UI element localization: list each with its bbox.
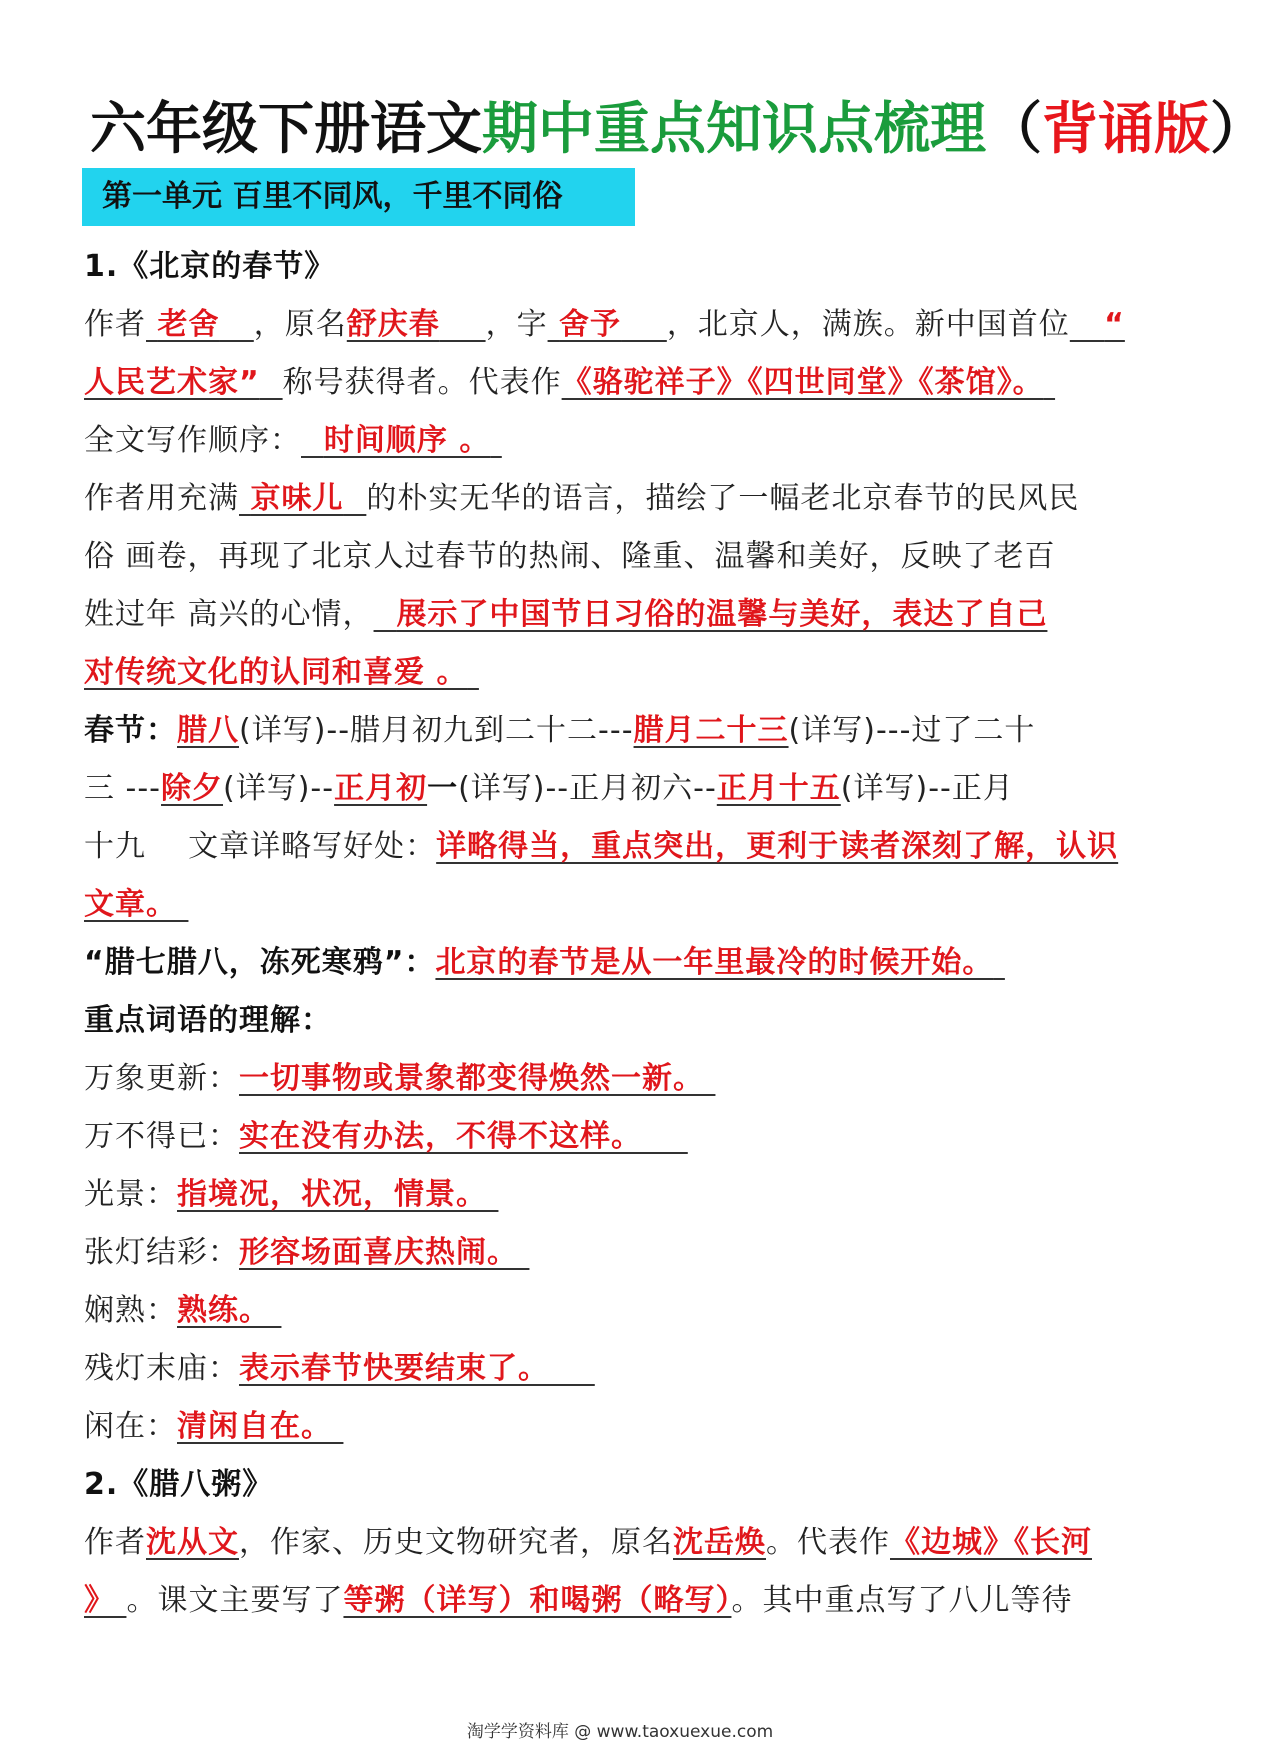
author-name: 老舍	[157, 307, 220, 342]
lesson2-content: 等粥（详写）和喝粥（略写）	[343, 1583, 732, 1618]
lesson2-works-2	[84, 1583, 126, 1618]
theme-value-1: 展示了中国节日习俗的温馨与美好，表达了自己	[396, 597, 1048, 632]
flavor-answer	[239, 481, 366, 516]
festival-laba-note: (详写)--腊月初九到二十二---	[239, 713, 634, 748]
hometown-text: ，北京人，满族。新中国首位	[666, 307, 1070, 342]
saying-line	[84, 934, 1164, 992]
vocab-heading: 重点词语的理解：	[84, 1003, 332, 1038]
page-title	[90, 92, 1266, 168]
quote-mark: “	[1104, 307, 1125, 342]
vocab-word: 张灯结彩：	[84, 1235, 239, 1270]
festival-19: 十九	[84, 829, 146, 864]
festival-23: 腊月二十三	[633, 713, 789, 748]
vocab-item	[84, 1398, 1164, 1456]
honor-answer	[84, 365, 283, 400]
vocab-meaning-answer	[239, 1061, 715, 1096]
vocab-meaning-answer	[239, 1351, 595, 1386]
desc-text-a: 作者用充满	[84, 481, 239, 516]
document-body	[84, 238, 1164, 1630]
vocab-item	[84, 1224, 1164, 1282]
vocab-word: 娴熟：	[84, 1293, 177, 1328]
lesson2-content-line	[84, 1572, 1164, 1630]
saying-label: “腊七腊八，冻死寒鸦”：	[84, 945, 436, 980]
title-grade: 六年级下册语文	[90, 97, 482, 162]
works-answer	[562, 365, 1055, 400]
festival-chuyi: 正月初	[334, 771, 428, 806]
order-answer	[301, 423, 502, 458]
unit-banner-text: 第一单元 百里不同风，千里不同俗	[102, 179, 563, 214]
lesson2-tail: 。其中重点写了八儿等待	[731, 1583, 1073, 1618]
order-value: 时间顺序 。	[323, 423, 491, 458]
festival-15: 正月十五	[716, 771, 841, 806]
festival-laba: 腊八	[177, 713, 239, 748]
title-topic: 期中重点知识点梳理	[482, 97, 986, 162]
footer-watermark: 淘学学资料库 @ www.taoxuexue.com	[466, 1722, 774, 1742]
festival-line-1	[84, 702, 1164, 760]
vocab-meaning: 一切事物或景象都变得焕然一新。	[239, 1061, 704, 1096]
vocab-item	[84, 1340, 1164, 1398]
saying-answer	[435, 945, 1004, 980]
vocab-meaning: 表示春节快要结束了。	[239, 1351, 549, 1386]
vocab-meaning-answer	[177, 1409, 343, 1444]
saying-value: 北京的春节是从一年里最冷的时候开始。	[435, 945, 994, 980]
lesson2-content-label: 。课文主要写了	[126, 1583, 344, 1618]
lesson1-desc-line-1	[84, 470, 1164, 528]
vocab-item	[84, 1108, 1164, 1166]
desc-text-b: 的朴实无华的语言，描绘了一幅老北京春节的民风民	[366, 481, 1080, 516]
author-answer	[146, 307, 254, 342]
works-close-bracket: 》	[84, 1583, 115, 1618]
vocab-meaning-answer	[177, 1293, 281, 1328]
lesson2-heading: 2.《腊八粥》	[84, 1467, 274, 1502]
orig-name: 舒庆春	[346, 307, 440, 342]
festival-label: 春节：	[84, 713, 177, 748]
festival-chuyi-note: (详写)--正月初六--	[458, 771, 717, 806]
festival-line-4	[84, 876, 1164, 934]
title-paren-open: （	[986, 97, 1042, 162]
vocab-meaning: 清闲自在。	[177, 1409, 332, 1444]
flavor-value: 京味儿	[250, 481, 344, 516]
festival-chuxi: 除夕	[161, 771, 224, 806]
title-edition: 背诵版	[1042, 97, 1210, 162]
unit-banner	[82, 168, 635, 226]
festival-pre: 三 ---	[84, 771, 162, 806]
theme-answer-2	[84, 655, 479, 690]
courtesy-label: ，字	[485, 307, 548, 342]
order-label: 全文写作顺序：	[84, 423, 301, 458]
vocab-item	[84, 1282, 1164, 1340]
vocab-meaning: 实在没有办法，不得不这样。	[239, 1119, 642, 1154]
lesson2-desc-a: ，作家、历史文物研究者，原名	[239, 1525, 673, 1560]
orig-name-label: ，原名	[253, 307, 347, 342]
vocab-word: 万象更新：	[84, 1061, 239, 1096]
vocab-word: 闲在：	[84, 1409, 177, 1444]
vocab-meaning: 熟练。	[177, 1293, 270, 1328]
festival-chuyi-tail: 一	[427, 771, 459, 806]
lesson1-heading: 1.《北京的春节》	[84, 249, 336, 284]
festival-23-note: (详写)---过了二十	[788, 713, 1036, 748]
vocab-meaning: 形容场面喜庆热闹。	[239, 1235, 518, 1270]
honor-title: 人民艺术家”	[84, 365, 260, 400]
festival-15-note: (详写)--正月	[840, 771, 1014, 806]
lesson2-orig-name: 沈岳焕	[673, 1525, 766, 1560]
lesson1-desc-line-2: 俗 画卷，再现了北京人过春节的热闹、隆重、温馨和美好，反映了老百	[84, 539, 1056, 574]
lesson2-author-label: 作者	[84, 1525, 146, 1560]
courtesy-answer	[548, 307, 667, 342]
festival-chuxi-note: (详写)--	[223, 771, 335, 806]
vocab-meaning-answer	[239, 1119, 688, 1154]
vocab-meaning-answer	[177, 1177, 498, 1212]
detail-answer-2	[84, 887, 188, 922]
lesson1-author-line	[84, 296, 1164, 354]
lesson2-author-line	[84, 1514, 1164, 1572]
title-paren-close: ）	[1210, 97, 1266, 162]
works-label: 称号获得者。代表作	[282, 365, 562, 400]
vocab-word: 残灯末庙：	[84, 1351, 239, 1386]
lesson2-works-label: 。代表作	[766, 1525, 890, 1560]
lesson2-author: 沈从文	[146, 1525, 239, 1560]
honor-open-quote	[1070, 307, 1125, 342]
orig-name-answer	[347, 307, 486, 342]
lesson1-order-line	[84, 412, 1164, 470]
detail-value-2: 文章。	[84, 887, 177, 922]
vocab-word: 光景：	[84, 1177, 177, 1212]
detail-answer-1: 详略得当，重点突出，更利于读者深刻了解，认识	[436, 829, 1119, 864]
desc-text-d: 姓过年 高兴的心情，	[84, 597, 374, 632]
lesson2-works-1: 《边城》《长河	[890, 1525, 1092, 1560]
lesson1-desc-line-4	[84, 644, 1164, 702]
theme-value-2: 对传统文化的认同和喜爱 。	[84, 655, 468, 690]
works-list: 《骆驼祥子》《四世同堂》《茶馆》。	[561, 365, 1044, 400]
vocab-meaning-answer	[239, 1235, 529, 1270]
detail-label: 文章详略写好处：	[188, 829, 437, 864]
lesson1-desc-line-3	[84, 586, 1164, 644]
courtesy-name: 舍予	[559, 307, 622, 342]
vocab-word: 万不得已：	[84, 1119, 239, 1154]
festival-line-2	[84, 760, 1164, 818]
vocab-item	[84, 1050, 1164, 1108]
theme-answer-1	[374, 597, 1048, 632]
vocab-item	[84, 1166, 1164, 1224]
vocab-meaning: 指境况，状况，情景。	[177, 1177, 487, 1212]
lesson1-works-line	[84, 354, 1164, 412]
festival-line-3	[84, 818, 1164, 876]
author-label: 作者	[84, 307, 146, 342]
